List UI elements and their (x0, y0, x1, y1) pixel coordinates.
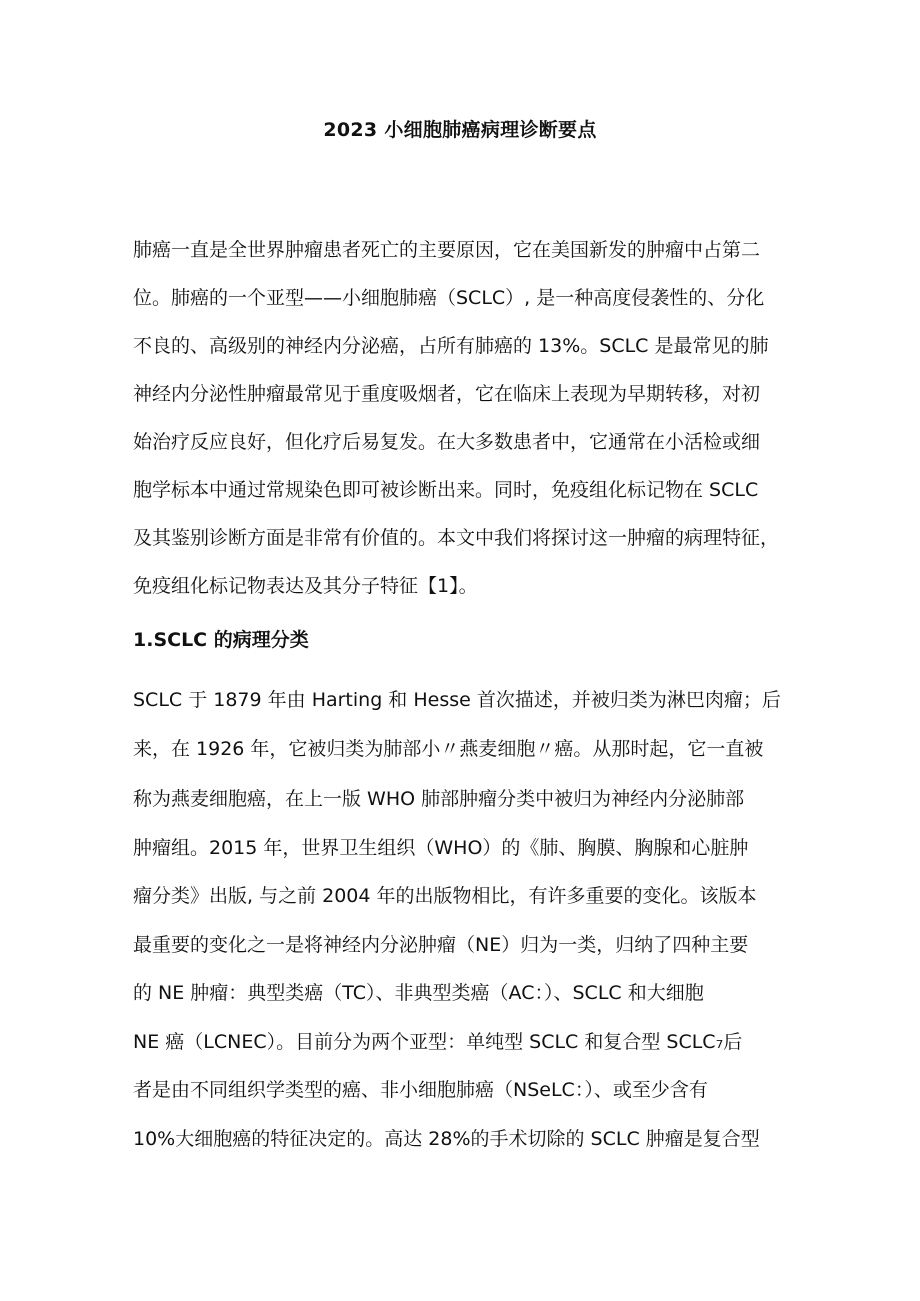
paragraph-line: 神经内分泌性肿瘤最常见于重度吸烟者，它在临床上表现为早期转移，对初 (133, 383, 761, 405)
paragraph-line: 免疫组化标记物表达及其分子特征【1】。 (133, 575, 478, 597)
paragraph-line: 来，在 1926 年，它被归类为肺部小〃燕麦细胞〃癌。从那时起，它一直被 (133, 738, 764, 760)
paragraph-line: 的 NE 肿瘤：典型类癌（TC）、非典型类癌（AC：）、SCLC 和大细胞 (133, 982, 704, 1004)
paragraph-line: 者是由不同组织学类型的癌、非小细胞肺癌（NSeLC：）、或至少含有 (133, 1079, 708, 1101)
paragraph-line: 始治疗反应良好，但化疗后易复发。在大多数患者中，它通常在小活检或细 (133, 431, 761, 453)
paragraph-line: SCLC 于 1879 年由 Harting 和 Hesse 首次描述，并被归类为淋巴肉瘤；后 (133, 689, 781, 711)
paragraph-line: 肺癌一直是全世界肿瘤患者死亡的主要原因，它在美国新发的肿瘤中占第二 (133, 239, 761, 261)
paragraph-line: 位。肺癌的一个亚型——小细胞肺癌（SCLC）, 是一种高度侵袭性的、分化 (133, 287, 765, 309)
paragraph-line: 肿瘤组。2015 年，世界卫生组织（WHO）的《肺、胸膜、胸腺和心脏肿 (133, 837, 749, 859)
paragraph-line: NE 癌（LCNEC）。目前分为两个亚型：单纯型 SCLC 和复合型 SCLC₇后 (133, 1031, 743, 1053)
paragraph-line: 胞学标本中通过常规染色即可被诊断出来。同时，免疫组化标记物在 SCLC (133, 479, 759, 501)
document-title: 2023 小细胞肺癌病理诊断要点 (323, 119, 597, 141)
paragraph-line: 最重要的变化之一是将神经内分泌肿瘤（NE）归为一类，归纳了四种主要 (133, 934, 749, 956)
paragraph-line: 称为燕麦细胞癌，在上一版 WHO 肺部肿瘤分类中被归为神经内分泌肺部 (133, 788, 745, 810)
paragraph-line: 及其鉴别诊断方面是非常有价值的。本文中我们将探讨这一肿瘤的病理特征， (133, 527, 780, 549)
paragraph-line: 10%大细胞癌的特征决定的。高达 28%的手术切除的 SCLC 肿瘤是复合型 (133, 1128, 760, 1150)
paragraph-line: 瘤分类》出版, 与之前 2004 年的出版物相比，有许多重要的变化。该版本 (133, 885, 757, 907)
paragraph-line: 不良的、高级别的神经内分泌癌，占所有肺癌的 13%。SCLC 是最常见的肺 (133, 335, 769, 357)
section-heading: 1.SCLC 的病理分类 (133, 629, 309, 651)
